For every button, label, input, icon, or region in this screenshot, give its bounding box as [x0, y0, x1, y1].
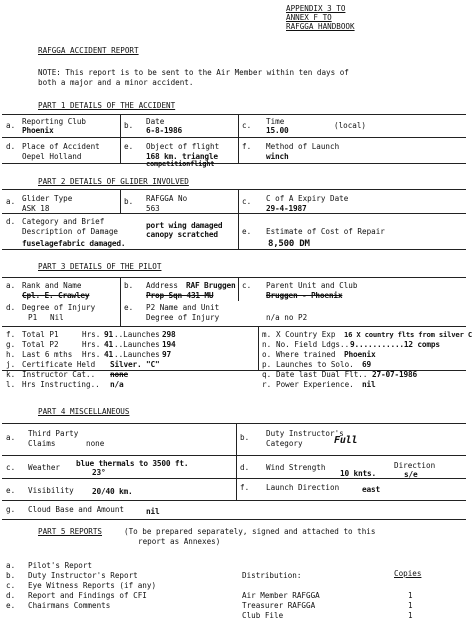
- stat-value: nil: [362, 380, 376, 389]
- stat-text: X Country Exp: [276, 330, 336, 339]
- p4-g-label: g.: [6, 505, 16, 514]
- p4-wind-value: 10 knts.: [340, 469, 376, 478]
- stat-after: ..Launches: [114, 340, 160, 349]
- distribution-name: Air Member RAFGGA: [242, 591, 320, 600]
- stat-text: Date last Dual Flt..: [276, 370, 368, 379]
- p2-damage-value-3: fuselagefabric damaged.: [22, 239, 126, 248]
- distribution-name: Club File: [242, 611, 284, 620]
- stat-text: Total P1: [22, 330, 59, 339]
- part3-top-rule: [2, 277, 466, 278]
- p2-e-label: e.: [242, 227, 252, 236]
- stat-value: Phoenix: [344, 350, 376, 359]
- stat-label: p.: [262, 360, 272, 369]
- p1-reporting-club-label: Reporting Club: [22, 117, 87, 126]
- part1-heading: PART 1 DETAILS OF THE ACCIDENT: [38, 101, 176, 110]
- part3-divider-1: [120, 277, 121, 326]
- part1-divider-1: [120, 114, 121, 163]
- p4-d-label: d.: [240, 463, 250, 472]
- part3-divider-2: [238, 277, 239, 301]
- p2-category-label-2: Description of Damage: [22, 227, 119, 236]
- part4-rule-4: [2, 500, 466, 501]
- p4-c-label: c.: [6, 463, 16, 472]
- p4-weather-value: blue thermals to 3500 ft.: [76, 459, 189, 468]
- p4-launch-direction-label: Launch Direction: [266, 483, 340, 492]
- p1-place-label: Place of Accident: [22, 142, 100, 151]
- stat-hours: 91: [104, 330, 113, 339]
- p2-b-label: b.: [124, 197, 134, 206]
- stat-label: k.: [6, 370, 16, 379]
- part1-divider-2: [238, 114, 239, 163]
- stat-launches: 194: [162, 340, 176, 349]
- stat-text: Power Experience.: [276, 380, 354, 389]
- p1-object-label: Object of flight: [146, 142, 220, 151]
- stat-label: h.: [6, 350, 16, 359]
- list-item-text: Chairmans Comments: [28, 601, 111, 610]
- stat-label: q.: [262, 370, 272, 379]
- stat-value: 27-07-1986: [372, 370, 417, 379]
- appendix-line-1: APPENDIX 3 TO: [286, 4, 346, 13]
- p2-damage-value-2: canopy scratched: [146, 230, 218, 239]
- p2-c-label: c.: [242, 197, 252, 206]
- stat-text: Launches to Solo.: [276, 360, 354, 369]
- p1-time-value: 15.00: [266, 126, 289, 135]
- p3-p2-label-2: Degree of Injury: [146, 313, 220, 322]
- p1-e-label: e.: [124, 142, 134, 151]
- p4-wind-label: Wind Strength: [266, 463, 326, 472]
- stat-label: g.: [6, 340, 16, 349]
- p4-launch-direction-value: east: [362, 485, 380, 494]
- p1-time-label: Time: [266, 117, 285, 126]
- stat-hours: 41: [104, 340, 113, 349]
- part2-heading: PART 2 DETAILS OF GLIDER INVOLVED: [38, 177, 189, 186]
- stat-label: m.: [262, 330, 272, 339]
- stat-value: 9...........12 comps: [350, 340, 440, 349]
- p4-visibility-value: 20/40 km.: [92, 487, 133, 496]
- p1-launch-method-label: Method of Launch: [266, 142, 340, 151]
- part1-bottom-rule: [2, 163, 466, 164]
- p4-direction-value: s/e: [404, 470, 418, 479]
- appendix-line-2: ANNEX F TO: [286, 13, 332, 22]
- p1-reporting-club-value: Phoenix: [22, 126, 54, 135]
- p1-object-value-2: competitionflight: [146, 160, 215, 168]
- p4-duty-instructor-value: Full: [334, 435, 358, 446]
- p1-place-value: Oepel Holland: [22, 152, 82, 161]
- p4-weather-label: Weather: [28, 463, 61, 472]
- part3-heading: PART 3 DETAILS OF THE PILOT: [38, 262, 162, 271]
- p3-p2-value: n/a no P2: [266, 313, 308, 322]
- stat-value: Silver. "C": [110, 360, 160, 369]
- stat-value: 69: [362, 360, 371, 369]
- stat-mid: Hrs.: [82, 330, 101, 339]
- part4-divider: [236, 423, 237, 500]
- list-item-label: b.: [6, 571, 16, 580]
- p3-parent-unit-label: Parent Unit and Club: [266, 281, 358, 290]
- stat-text: Total P2: [22, 340, 59, 349]
- part2-mid-rule: [2, 213, 466, 214]
- list-item-label: a.: [6, 561, 16, 570]
- p2-repair-cost-value: 8,500 DM: [268, 239, 310, 249]
- part2-divider-2: [238, 189, 239, 249]
- p2-cofa-label: C of A Expiry Date: [266, 194, 349, 203]
- report-title: RAFGGA ACCIDENT REPORT: [38, 46, 139, 55]
- p3-address-label: Address: [146, 281, 179, 290]
- stat-label: f.: [6, 330, 16, 339]
- p4-duty-instructor-label-1: Duty Instructor's: [266, 429, 344, 438]
- distribution-name: Treasurer RAFGGA: [242, 601, 316, 610]
- part2-divider-1: [120, 189, 121, 213]
- p3-parent-unit-value: Bruggen - Phoenix: [266, 291, 343, 300]
- p1-date-label: Date: [146, 117, 165, 126]
- stat-launches: 298: [162, 330, 176, 339]
- list-item-text: Duty Instructor's Report: [28, 571, 138, 580]
- part1-top-rule: [2, 114, 466, 115]
- p2-category-label-1: Category and Brief: [22, 217, 105, 226]
- stat-after: ..Launches: [114, 330, 160, 339]
- p2-repair-cost-label: Estimate of Cost of Repair: [266, 227, 385, 236]
- appendix-line-3: RAFGGA HANDBOOK: [286, 22, 355, 31]
- part4-rule-3: [2, 478, 466, 479]
- part4-rule-5: [2, 519, 466, 520]
- list-item-text: Eye Witness Reports (if any): [28, 581, 157, 590]
- stat-label: j.: [6, 360, 16, 369]
- part5-heading: PART 5 REPORTS: [38, 527, 103, 536]
- stat-text: Where trained: [276, 350, 336, 359]
- note-line-2: both a major and a minor accident.: [38, 78, 194, 87]
- part2-top-rule: [2, 189, 466, 190]
- p3-injury-p1: P1: [28, 313, 38, 322]
- p3-injury-value: Nil: [50, 313, 64, 322]
- p4-duty-instructor-label-2: Category: [266, 439, 303, 448]
- p3-injury-label: Degree of Injury: [22, 303, 96, 312]
- p1-b-label: b.: [124, 121, 134, 130]
- stat-mid: Hrs.: [82, 350, 101, 359]
- p3-e-label: e.: [124, 303, 134, 312]
- part2-bottom-rule: [2, 249, 466, 250]
- p4-direction-label: Direction: [394, 461, 436, 470]
- stat-text: Instructor Cat..: [22, 370, 96, 379]
- stat-text: Last 6 mths: [22, 350, 73, 359]
- p4-third-party-label-2: Claims: [28, 439, 56, 448]
- p2-a-label: a.: [6, 197, 16, 206]
- list-item-label: c.: [6, 581, 16, 590]
- part5-note-1: (To be prepared separately, signed and attached to this: [124, 527, 376, 536]
- stat-value: none: [110, 370, 128, 379]
- p4-b-label: b.: [240, 433, 250, 442]
- p4-e-label: e.: [6, 486, 16, 495]
- p1-a-label: a.: [6, 121, 16, 130]
- p4-cloud-base-value: nil: [146, 507, 160, 516]
- p2-glider-type-label: Glider Type: [22, 194, 73, 203]
- p1-launch-method-value: winch: [266, 152, 289, 161]
- p2-rafgga-no-label: RAFGGA No: [146, 194, 188, 203]
- p4-third-party-value: none: [86, 439, 105, 448]
- note-line-1: NOTE: This report is to be sent to the Air Member within ten days of: [38, 68, 349, 77]
- p1-object-value-1: 168 km. triangle: [146, 152, 218, 161]
- part4-rule-1: [2, 423, 466, 424]
- p3-address-value-2: Prop Sqn 431 MU: [146, 291, 214, 300]
- list-item-text: Report and Findings of CFI: [28, 591, 147, 600]
- p3-address-value: RAF Bruggen: [186, 281, 236, 290]
- stat-text: No. Field Ldgs..: [276, 340, 350, 349]
- stat-label: r.: [262, 380, 272, 389]
- distribution-label: Distribution:: [242, 571, 302, 580]
- part4-heading: PART 4 MISCELLANEOUS: [38, 407, 130, 416]
- p3-d-label: d.: [6, 303, 16, 312]
- p4-visibility-label: Visibility: [28, 486, 74, 495]
- copies-label: Copies: [394, 569, 422, 578]
- p2-rafgga-no-value: 563: [146, 204, 160, 213]
- stat-text: Certificate Held: [22, 360, 96, 369]
- p1-c-label: c.: [242, 121, 252, 130]
- p3-c-label: c.: [242, 281, 252, 290]
- stat-label: l.: [6, 380, 16, 389]
- p3-rank-name-value: Cpl. E. Crawley: [22, 291, 90, 300]
- distribution-copies: 1: [408, 611, 413, 620]
- p4-a-label: a.: [6, 433, 16, 442]
- p1-date-value: 6-8-1986: [146, 126, 182, 135]
- list-item-text: Pilot's Report: [28, 561, 93, 570]
- stat-label: n.: [262, 340, 272, 349]
- stat-value: 16 X country flts from silver C: [344, 330, 472, 339]
- part1-mid-rule: [2, 137, 466, 138]
- p2-glider-type-value: ASK 18: [22, 204, 50, 213]
- p3-a-label: a.: [6, 281, 16, 290]
- stat-hours: 41: [104, 350, 113, 359]
- stat-launches: 97: [162, 350, 171, 359]
- p2-damage-value-1: port wing damaged: [146, 221, 223, 230]
- part4-rule-2: [2, 455, 466, 456]
- p4-cloud-base-label: Cloud Base and Amount: [28, 505, 125, 514]
- part3-divider-3: [258, 326, 259, 370]
- p3-b-label: b.: [124, 281, 134, 290]
- list-item-label: e.: [6, 601, 16, 610]
- stat-label: o.: [262, 350, 272, 359]
- distribution-copies: 1: [408, 591, 413, 600]
- stat-after: ..Launches: [114, 350, 160, 359]
- p3-rank-name-label: Rank and Name: [22, 281, 82, 290]
- p2-d-label: d.: [6, 217, 16, 226]
- p1-d-label: d.: [6, 142, 16, 151]
- part3-mid-rule: [2, 326, 466, 327]
- part5-note-2: report as Annexes): [138, 537, 221, 546]
- distribution-copies: 1: [408, 601, 413, 610]
- list-item-label: d.: [6, 591, 16, 600]
- stat-text: Hrs Instructing..: [22, 380, 100, 389]
- p2-cofa-value: 29-4-1987: [266, 204, 307, 213]
- p1-time-local: (local): [334, 121, 367, 130]
- p4-weather-value-2: 23°: [92, 468, 106, 477]
- stat-value: n/a: [110, 380, 124, 389]
- p4-f-label: f.: [240, 483, 250, 492]
- p1-f-label: f.: [242, 142, 252, 151]
- p4-third-party-label-1: Third Party: [28, 429, 79, 438]
- p3-p2-label-1: P2 Name and Unit: [146, 303, 220, 312]
- stat-mid: Hrs.: [82, 340, 101, 349]
